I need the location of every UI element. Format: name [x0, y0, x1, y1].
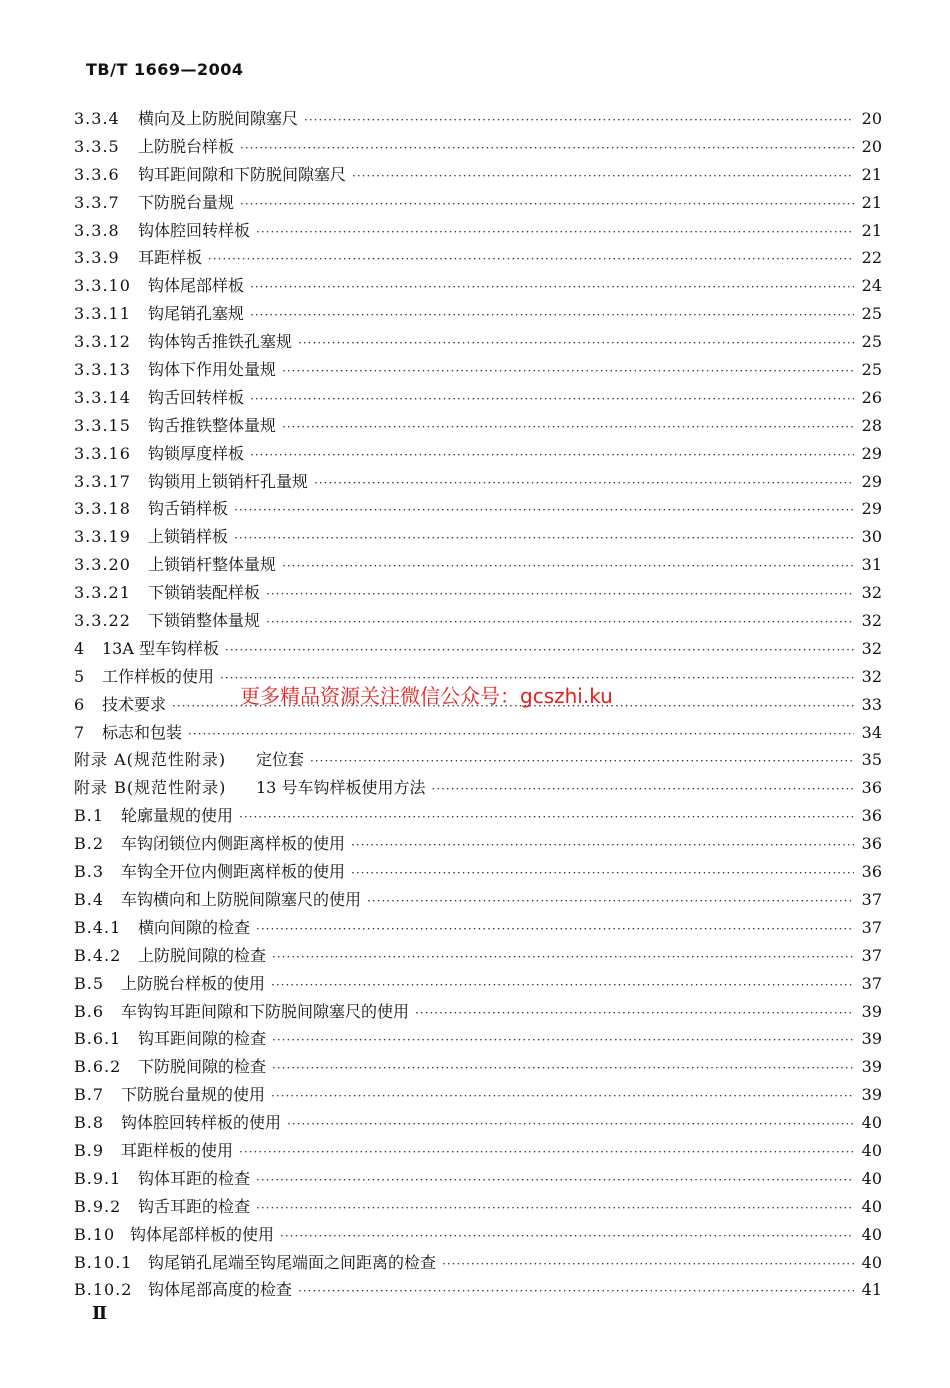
toc-entry-page: 37	[861, 945, 882, 965]
toc-entry-title: 技术要求	[102, 694, 167, 714]
toc-leader-dots	[304, 107, 854, 135]
toc-entry[interactable]	[74, 356, 882, 384]
toc-entry-number: 4	[74, 638, 86, 658]
toc-entry-number: 3.3.16	[74, 443, 131, 463]
toc-entry-number: 3.3.22	[74, 611, 131, 631]
toc-entry-page: 21	[861, 192, 882, 212]
toc-entry[interactable]	[74, 858, 882, 886]
toc-entry-title: 上防脱间隙的检查	[138, 945, 267, 965]
toc-entry-page: 40	[861, 1168, 882, 1188]
toc-entry-title: 车钩钩耳距间隙和下防脱间隙塞尺的使用	[121, 1001, 410, 1021]
toc-entry-title: 13A 型车钩样板	[102, 638, 220, 658]
toc-entry-page: 29	[861, 443, 882, 463]
toc-entry-page: 24	[861, 276, 882, 296]
toc-entry-number: 3.3.13	[74, 360, 131, 380]
toc-leader-dots	[280, 1223, 854, 1251]
toc-leader-dots	[282, 358, 854, 386]
toc-leader-dots	[310, 748, 854, 776]
toc-entry-page: 20	[861, 136, 882, 156]
toc-entry-page: 21	[861, 220, 882, 240]
toc-leader-dots	[250, 302, 854, 330]
toc-entry-number: B.6.1	[74, 1029, 122, 1049]
toc-entry-page: 37	[861, 917, 882, 937]
toc-entry-page: 40	[861, 1140, 882, 1160]
toc-entry-number: B.8	[74, 1113, 105, 1133]
toc-entry-title: 钩锁厚度样板	[148, 443, 245, 463]
toc-entry[interactable]	[74, 412, 882, 440]
toc-entry[interactable]	[74, 746, 882, 774]
toc-entry-title: 工作样板的使用	[102, 666, 215, 686]
toc-leader-dots	[240, 191, 854, 219]
toc-entry-title: 下防脱间隙的检查	[138, 1057, 267, 1077]
toc-entry[interactable]	[74, 217, 882, 245]
toc-entry[interactable]	[74, 495, 882, 523]
toc-entry[interactable]	[74, 161, 882, 189]
toc-entry-title: 下锁销装配样板	[148, 583, 261, 603]
toc-entry-page: 32	[861, 583, 882, 603]
toc-entry-number: B.9.2	[74, 1196, 122, 1216]
toc-entry-title: 上防脱台样板的使用	[121, 973, 266, 993]
toc-leader-dots	[239, 804, 854, 832]
toc-leader-dots	[272, 944, 854, 972]
toc-entry[interactable]	[74, 551, 882, 579]
toc-entry-page: 40	[861, 1224, 882, 1244]
toc-entry-number: 3.3.21	[74, 583, 131, 603]
toc-entry[interactable]	[74, 523, 882, 551]
toc-entry[interactable]	[74, 300, 882, 328]
toc-entry-title: 钩体尾部高度的检查	[148, 1280, 293, 1300]
toc-entry[interactable]	[74, 189, 882, 217]
toc-leader-dots	[415, 1000, 854, 1028]
toc-entry-number: 3.3.12	[74, 332, 131, 352]
toc-entry-number: 附录 B(规范性附录)	[74, 778, 227, 798]
toc-leader-dots	[208, 246, 854, 274]
toc-entry-title: 车钩横向和上防脱间隙塞尺的使用	[121, 889, 362, 909]
toc-leader-dots	[282, 553, 854, 581]
toc-entry-number: 3.3.18	[74, 499, 131, 519]
watermark-text: 更多精品资源关注微信公众号：gcszhi.ku	[240, 684, 613, 708]
toc-entry[interactable]	[74, 1081, 882, 1109]
toc-entry[interactable]	[74, 272, 882, 300]
toc-entry-title: 上防脱台样板	[138, 136, 235, 156]
toc-entry-title: 横向及上防脱间隙塞尺	[138, 109, 299, 128]
toc-entry-number: 3.3.8	[74, 220, 120, 240]
toc-entry-page: 30	[861, 527, 882, 547]
toc-leader-dots	[250, 274, 854, 302]
toc-entry-page: 32	[861, 638, 882, 658]
toc-entry[interactable]	[74, 970, 882, 998]
toc-entry[interactable]	[74, 328, 882, 356]
toc-entry-page: 32	[861, 611, 882, 631]
toc-entry-number: B.10.2	[74, 1280, 133, 1300]
toc-entry-number: 附录 A(规范性附录)	[74, 750, 227, 770]
toc-entry[interactable]	[74, 105, 882, 133]
toc-entry[interactable]	[74, 1053, 882, 1081]
toc-entry-page: 40	[861, 1252, 882, 1272]
toc-leader-dots	[256, 1167, 854, 1195]
toc-entry-page: 29	[861, 471, 882, 491]
toc-entry-number: 3.3.11	[74, 304, 131, 324]
toc-leader-dots	[256, 1195, 854, 1223]
toc-leader-dots	[234, 525, 854, 553]
toc-entry[interactable]	[74, 719, 882, 747]
toc-entry[interactable]	[74, 384, 882, 412]
toc-entry-page: 37	[861, 973, 882, 993]
toc-entry-number: 6	[74, 694, 86, 714]
toc-entry-number: 3.3.15	[74, 415, 131, 435]
toc-leader-dots	[234, 497, 854, 525]
toc-leader-dots	[298, 330, 854, 358]
toc-entry[interactable]	[74, 1109, 882, 1137]
toc-leader-dots	[271, 1083, 854, 1111]
toc-entry[interactable]	[74, 1165, 882, 1193]
toc-entry-number: 3.3.19	[74, 527, 131, 547]
toc-entry-page: 39	[861, 1029, 882, 1049]
toc-entry[interactable]	[74, 914, 882, 942]
standard-code: TB/T 1669—2004	[86, 60, 244, 79]
toc-entry[interactable]	[74, 133, 882, 161]
toc-entry[interactable]	[74, 440, 882, 468]
toc-entry-page: 26	[861, 387, 882, 407]
toc-entry[interactable]	[74, 1137, 882, 1165]
toc-entry-title: 钩体腔回转样板的使用	[121, 1113, 282, 1133]
toc-leader-dots	[431, 776, 854, 804]
toc-leader-dots	[272, 1027, 854, 1055]
toc-entry-page: 21	[861, 164, 882, 184]
toc-entry-number: B.5	[74, 973, 105, 993]
toc-entry-title: 轮廓量规的使用	[121, 806, 234, 826]
toc-leader-dots	[240, 135, 854, 163]
toc-entry-title: 钩锁用上锁销杆孔量规	[148, 471, 309, 491]
toc-entry-page: 41	[861, 1280, 882, 1300]
toc-entry-title: 钩舌回转样板	[148, 387, 245, 407]
toc-entry-page: 40	[861, 1196, 882, 1216]
toc-entry-page: 36	[861, 806, 882, 826]
toc-entry-number: 3.3.10	[74, 276, 131, 296]
toc-entry-title: 下防脱台量规	[138, 192, 235, 212]
toc-entry-title: 13 号车钩样板使用方法	[256, 778, 426, 798]
toc-leader-dots	[351, 832, 854, 860]
toc-entry-number: B.4.2	[74, 945, 122, 965]
toc-entry-number: B.10.1	[74, 1252, 133, 1272]
toc-leader-dots	[367, 888, 854, 916]
toc-entry[interactable]	[74, 244, 882, 272]
toc-entry-page: 39	[861, 1001, 882, 1021]
toc-entry-number: B.9.1	[74, 1168, 122, 1188]
toc-entry-page: 36	[861, 778, 882, 798]
toc-leader-dots	[351, 860, 854, 888]
toc-entry-title: 钩体钩舌推铁孔塞规	[148, 332, 293, 352]
toc-entry[interactable]	[74, 1025, 882, 1053]
toc-entry-page: 25	[861, 360, 882, 380]
toc-entry-title: 钩体尾部样板	[148, 276, 245, 296]
toc-entry-title: 定位套	[256, 750, 305, 770]
toc-entry-number: B.4	[74, 889, 105, 909]
toc-entry-title: 钩耳距间隙的检查	[138, 1029, 267, 1049]
toc-entry-number: B.6	[74, 1001, 105, 1021]
toc-leader-dots	[282, 414, 854, 442]
toc-leader-dots	[188, 721, 854, 749]
toc-entry[interactable]	[74, 468, 882, 496]
toc-entry[interactable]	[74, 830, 882, 858]
page-number-roman: Ⅱ	[92, 1303, 108, 1324]
toc-entry-number: B.9	[74, 1140, 105, 1160]
toc-entry-title: 钩舌耳距的检查	[138, 1196, 251, 1216]
toc-leader-dots	[298, 1278, 854, 1306]
toc-entry-page: 22	[861, 248, 882, 268]
toc-entry-number: B.3	[74, 862, 105, 882]
toc-entry[interactable]	[74, 607, 882, 635]
toc-leader-dots	[271, 972, 854, 1000]
toc-leader-dots	[250, 442, 854, 470]
toc-entry-page: 33	[861, 694, 882, 714]
toc-entry-number: B.6.2	[74, 1057, 122, 1077]
toc-entry-page: 31	[861, 555, 882, 575]
toc-entry-title: 钩体耳距的检查	[138, 1168, 251, 1188]
toc-entry-title: 钩尾销孔塞规	[148, 304, 245, 324]
toc-entry-title: 横向间隙的检查	[138, 917, 251, 937]
toc-entry-title: 下锁销整体量规	[148, 611, 261, 631]
toc-leader-dots	[256, 219, 854, 247]
toc-entry-page: 32	[861, 666, 882, 686]
toc-leader-dots	[250, 386, 854, 414]
toc-entry-number: 3.3.4	[74, 109, 120, 128]
toc-entry-title: 耳距样板	[138, 248, 203, 268]
toc-entry-page: 37	[861, 889, 882, 909]
toc-entry-page: 40	[861, 1113, 882, 1133]
toc-leader-dots	[442, 1251, 854, 1279]
toc-entry-title: 标志和包装	[102, 722, 183, 742]
toc-entry-number: 3.3.5	[74, 136, 120, 156]
toc-entry[interactable]	[74, 998, 882, 1026]
toc-entry-title: 钩舌销样板	[148, 499, 229, 519]
toc-entry-page: 25	[861, 332, 882, 352]
toc-leader-dots	[256, 916, 854, 944]
toc-entry-title: 钩尾销孔尾端至钩尾端面之间距离的检查	[148, 1252, 437, 1272]
toc-entry-page: 39	[861, 1057, 882, 1077]
toc-entry-number: 3.3.14	[74, 387, 131, 407]
toc-entry-page: 35	[861, 750, 882, 770]
toc-entry-title: 车钩闭锁位内侧距离样板的使用	[121, 834, 346, 854]
toc-entry-page: 34	[861, 722, 882, 742]
toc-entry-page: 29	[861, 499, 882, 519]
toc-entry-title: 钩耳距间隙和下防脱间隙塞尺	[138, 164, 347, 184]
toc-entry[interactable]	[74, 886, 882, 914]
toc-entry-title: 钩体尾部样板的使用	[130, 1224, 275, 1244]
toc-entry-page: 36	[861, 834, 882, 854]
toc-leader-dots	[352, 163, 854, 191]
toc-entry-number: 3.3.9	[74, 248, 120, 268]
toc-entry-page: 28	[861, 415, 882, 435]
toc-entry[interactable]	[74, 802, 882, 830]
toc-entry-title: 车钩全开位内侧距离样板的使用	[121, 862, 346, 882]
toc-leader-dots	[266, 581, 854, 609]
toc-entry[interactable]	[74, 1276, 882, 1304]
toc-entry-number: 3.3.20	[74, 555, 131, 575]
toc-entry-number: B.7	[74, 1085, 105, 1105]
toc-entry-number: B.1	[74, 806, 105, 826]
toc-entry-page: 36	[861, 862, 882, 882]
toc-entry-number: 5	[74, 666, 86, 686]
toc-entry-number: B.10	[74, 1224, 116, 1244]
toc-entry[interactable]	[74, 1249, 882, 1277]
toc-entry-title: 钩体下作用处量规	[148, 360, 277, 380]
toc-entry[interactable]	[74, 1193, 882, 1221]
toc-entry-number: 3.3.7	[74, 192, 120, 212]
toc-entry[interactable]	[74, 774, 882, 802]
toc-leader-dots	[314, 470, 854, 498]
toc-entry-page: 25	[861, 304, 882, 324]
toc-entry-page: 39	[861, 1085, 882, 1105]
toc-leader-dots	[287, 1111, 854, 1139]
toc-entry-number: 7	[74, 722, 86, 742]
toc-entry-title: 下防脱台量规的使用	[121, 1085, 266, 1105]
toc-entry-page: 20	[861, 109, 882, 128]
toc-entry-number: 3.3.17	[74, 471, 131, 491]
toc-entry-title: 钩体腔回转样板	[138, 220, 251, 240]
toc-entry-number: B.4.1	[74, 917, 122, 937]
toc-leader-dots	[239, 1139, 854, 1167]
toc-leader-dots	[272, 1055, 854, 1083]
toc-entry-title: 钩舌推铁整体量规	[148, 415, 277, 435]
toc-leader-dots	[225, 637, 854, 665]
toc-entry-title: 上锁销样板	[148, 527, 229, 547]
toc-entry[interactable]	[74, 579, 882, 607]
toc-entry-title: 耳距样板的使用	[121, 1140, 234, 1160]
toc-entry[interactable]	[74, 635, 882, 663]
toc-leader-dots	[266, 609, 854, 637]
toc-entry-number: B.2	[74, 834, 105, 854]
toc-entry-title: 上锁销杆整体量规	[148, 555, 277, 575]
toc-entry[interactable]	[74, 942, 882, 970]
toc-entry-number: 3.3.6	[74, 164, 120, 184]
toc-entry[interactable]	[74, 1221, 882, 1249]
